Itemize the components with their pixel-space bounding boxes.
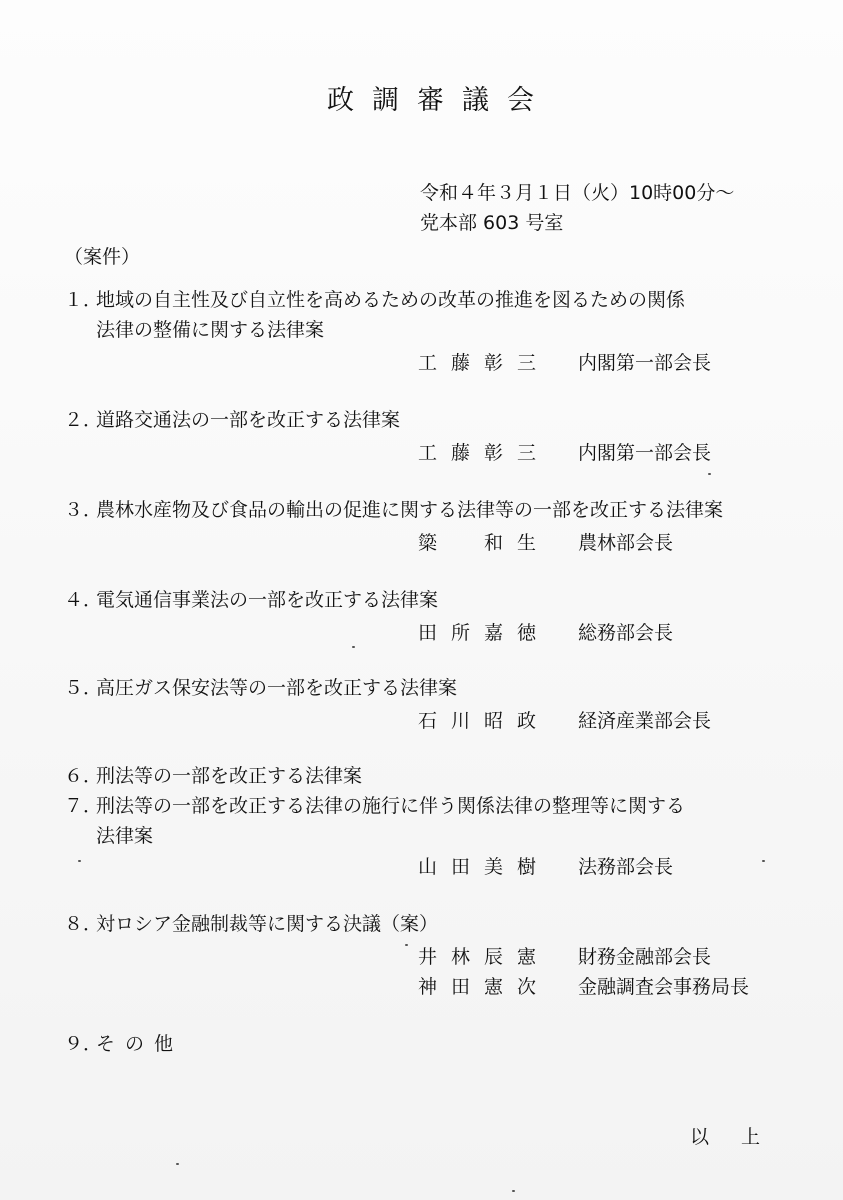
- print-speck: [762, 860, 765, 862]
- document-title: 政調審議会: [327, 85, 552, 116]
- presenter-role: 経済産業部会長: [578, 710, 712, 732]
- agenda-item-1: [64, 286, 685, 344]
- presenter: [418, 618, 673, 645]
- presenter: [418, 972, 749, 999]
- presenter: [418, 706, 711, 733]
- item-number: ２．: [64, 409, 103, 431]
- meeting-datetime: 令和４年３月１日（火）10時00分〜: [420, 182, 735, 204]
- print-speck: [708, 473, 711, 475]
- item-text-continued: 法律の整備に関する法律案: [96, 319, 325, 341]
- presenter: [418, 852, 673, 879]
- presenter: [418, 348, 711, 375]
- presenter-name: 田所嘉徳: [418, 622, 551, 644]
- item-number: ６．: [64, 765, 103, 787]
- item-text: 地域の自主性及び自立性を高めるための改革の推進を図るための関係: [96, 289, 686, 311]
- item-text: 対ロシア金融制裁等に関する決議（案）: [96, 913, 439, 935]
- print-speck: [352, 646, 355, 648]
- item-number: ８．: [64, 913, 103, 935]
- presenter-role: 金融調査会事務局長: [578, 976, 750, 998]
- agenda-item-6: [64, 762, 362, 790]
- presenter: [418, 942, 711, 969]
- presenter-role: 総務部会長: [578, 622, 674, 644]
- item-number: ３．: [64, 499, 103, 521]
- agenda-item-7: [64, 792, 685, 850]
- presenter-name: 工藤彰三: [418, 442, 551, 464]
- presenter-name: 簗 和生: [418, 532, 551, 554]
- item-text: 農林水産物及び食品の輸出の促進に関する法律等の一部を改正する法律案: [96, 499, 724, 521]
- item-number: ４．: [64, 589, 103, 611]
- item-number: ９．: [64, 1033, 103, 1055]
- item-text-continued: 法律案: [96, 825, 154, 847]
- print-speck: [405, 944, 408, 946]
- agenda-item-9: [64, 1030, 183, 1058]
- presenter-role: 内閣第一部会長: [578, 442, 712, 464]
- presenter-name: 神田憲次: [418, 976, 551, 998]
- closing-mark: 以上: [690, 1126, 793, 1148]
- meeting-info: [420, 178, 734, 238]
- print-speck: [512, 1190, 515, 1192]
- agenda-item-4: [64, 586, 438, 614]
- meeting-place: 党本部 603 号室: [420, 212, 564, 234]
- agenda-item-3: [64, 496, 723, 524]
- item-text: 電気通信事業法の一部を改正する法律案: [96, 589, 439, 611]
- agenda-item-8: [64, 910, 438, 938]
- presenter-role: 農林部会長: [578, 532, 674, 554]
- presenter: [418, 528, 673, 555]
- presenter: [418, 438, 711, 465]
- presenter-role: 財務金融部会長: [578, 946, 712, 968]
- item-text: 道路交通法の一部を改正する法律案: [96, 409, 401, 431]
- agenda-item-5: [64, 674, 457, 702]
- item-number: ７．: [64, 795, 103, 817]
- presenter-name: 山田美樹: [418, 856, 551, 878]
- section-label: （案件）: [64, 246, 141, 268]
- item-text: 刑法等の一部を改正する法律案: [96, 765, 363, 787]
- presenter-role: 法務部会長: [578, 856, 674, 878]
- item-number: ５．: [64, 677, 103, 699]
- print-speck: [176, 1163, 179, 1165]
- item-text: 刑法等の一部を改正する法律の施行に伴う関係法律の整理等に関する: [96, 795, 686, 817]
- presenter-name: 井林辰憲: [418, 946, 551, 968]
- presenter-role: 内閣第一部会長: [578, 352, 712, 374]
- item-text: その他: [96, 1033, 184, 1055]
- item-text: 高圧ガス保安法等の一部を改正する法律案: [96, 677, 458, 699]
- presenter-name: 工藤彰三: [418, 352, 551, 374]
- agenda-item-2: [64, 406, 400, 434]
- item-number: １．: [64, 289, 103, 311]
- print-speck: [78, 860, 81, 862]
- presenter-name: 石川昭政: [418, 710, 551, 732]
